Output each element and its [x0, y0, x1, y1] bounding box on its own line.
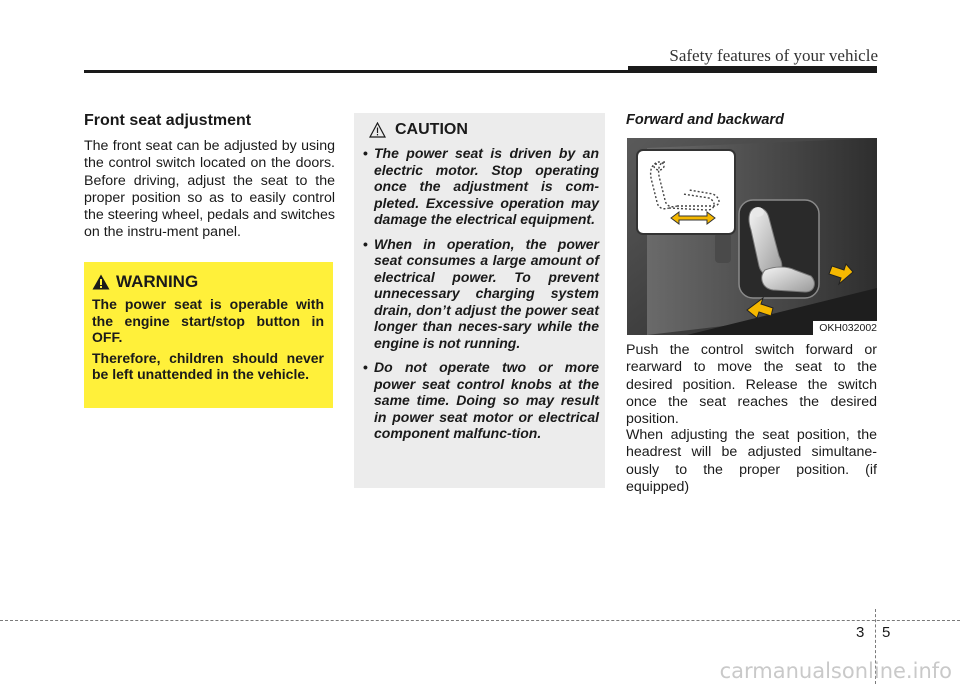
running-header: Safety features of your vehicle [669, 46, 878, 65]
page-number: 5 [882, 624, 891, 641]
watermark-text: carmanualsonline.info [719, 659, 952, 683]
body-paragraph: When adjusting the seat position, the headrest will be adjusted simultane-ously to the proper position. (if equipped) [626, 427, 877, 495]
warning-text: Therefore, children should never be left unattended in the vehicle. [92, 349, 324, 382]
section-title: Front seat adjustment [84, 112, 252, 129]
seat-switch-illustration [627, 138, 877, 335]
warning-triangle-icon [92, 274, 110, 290]
seat-switch-figure [627, 138, 877, 335]
caution-triangle-icon [369, 122, 386, 138]
caution-box [354, 113, 605, 488]
figure-code: OKH032002 [813, 321, 877, 335]
warning-title: WARNING [116, 272, 199, 291]
footer-rule [0, 620, 960, 621]
caution-item: • Do not operate two or more power seat control knobs at the same time. Doing so may result in power seat motor or electrical component malfunc-tion. [363, 359, 599, 442]
caution-title: CAUTION [395, 121, 468, 138]
caution-item: • The power seat is driven by an electric motor. Stop operating once the adjustment is com-pleted. Excessive operation may damage the electrical equipment. [363, 145, 599, 228]
caution-item: • When in operation, the power seat consumes a large amount of electrical power. To prevent unnecessary charging system drain, don’t adjust the power seat longer than neces-sary while the engine is not running. [363, 236, 599, 352]
warning-header [92, 272, 324, 292]
warning-text: The power seat is operable with the engine start/stop button in OFF. [92, 296, 324, 345]
chapter-number: 3 [856, 624, 865, 641]
caution-list [363, 145, 599, 442]
body-paragraph: Push the control switch forward or rearward to move the seat to the desired position. Release the switch once the seat reaches the desired position. [626, 342, 877, 428]
intro-paragraph: The front seat can be adjusted by using the control switch located on the doors. Before driving, adjust the seat to the proper position so as to easily control the steering wheel, pedals and switches on the instru-ment panel. [84, 138, 335, 241]
caution-header [369, 121, 599, 139]
subsection-title: Forward and backward [626, 112, 784, 128]
header-rule-accent [628, 66, 877, 73]
warning-box [84, 262, 333, 408]
